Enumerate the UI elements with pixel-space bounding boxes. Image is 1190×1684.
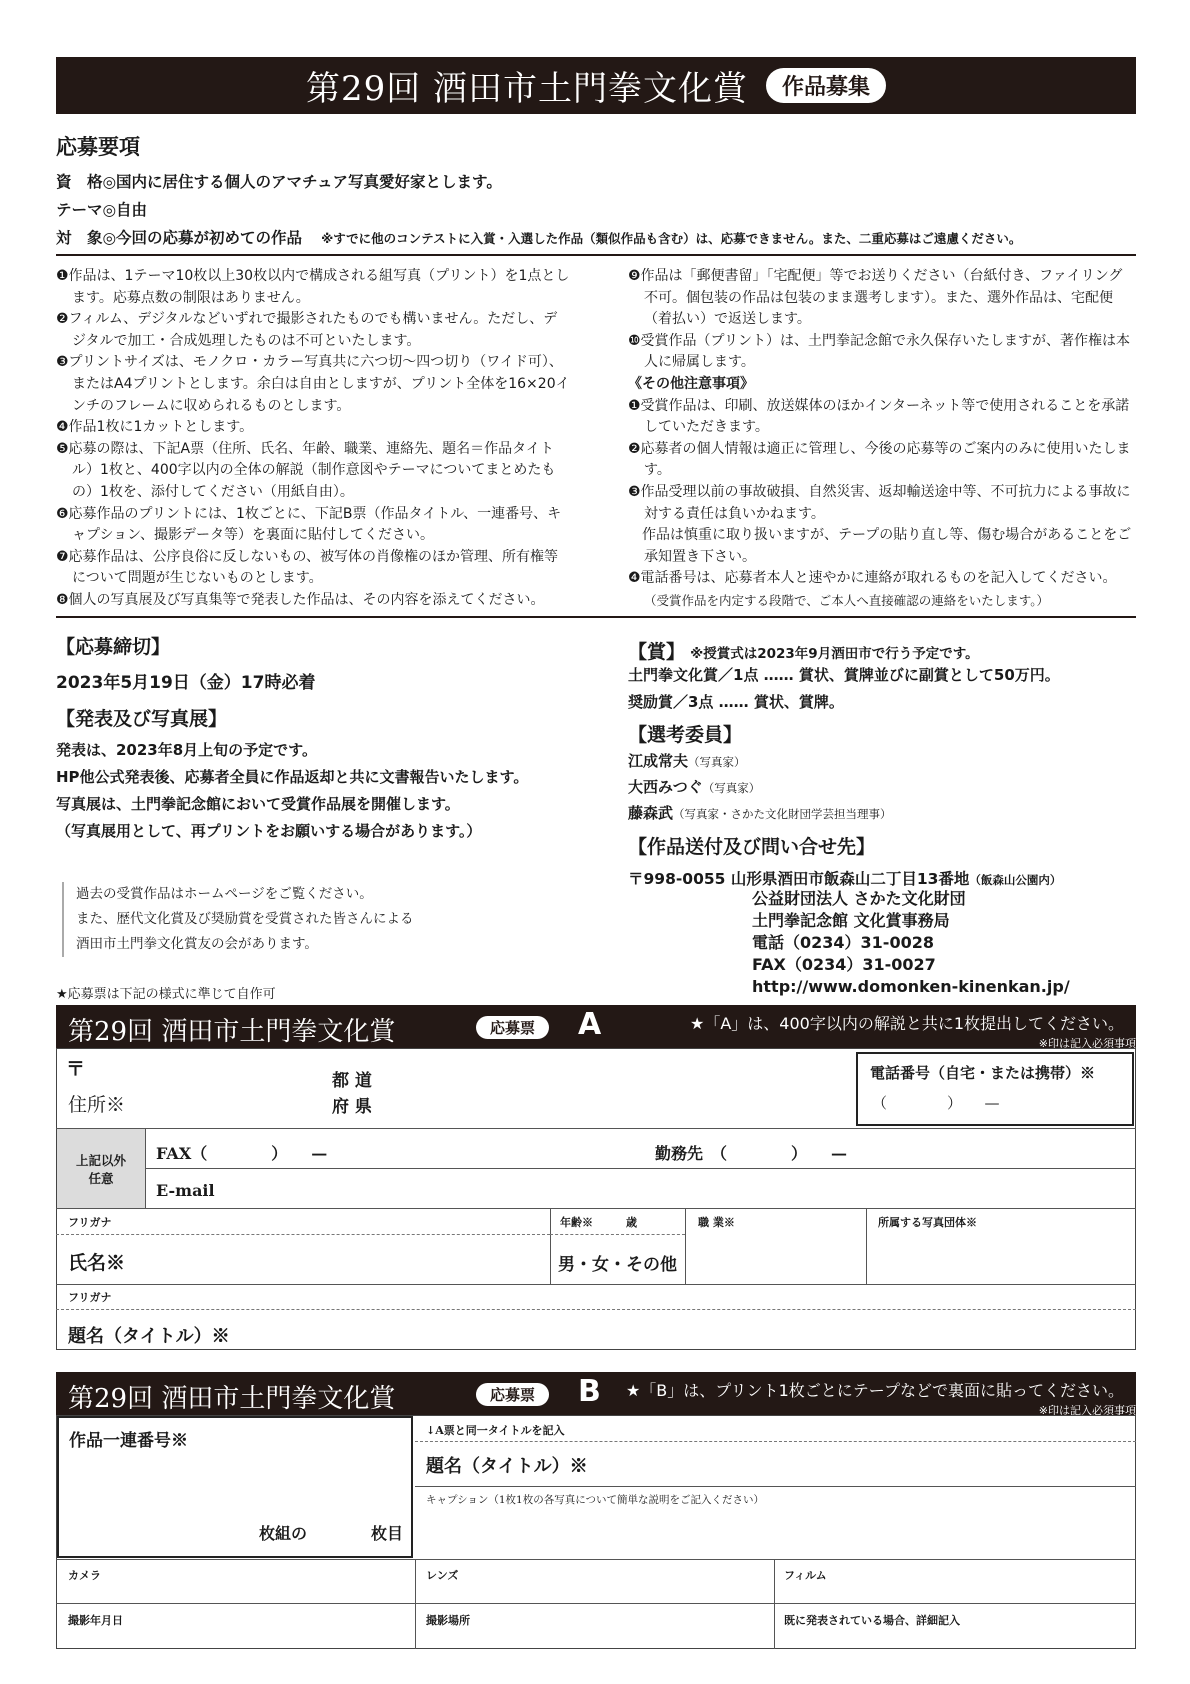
announce-line: 発表は、2023年8月上旬の予定です。: [56, 741, 317, 759]
serial-box[interactable]: [57, 1416, 413, 1558]
address-label: 住所※: [68, 1094, 126, 1116]
divider: [56, 254, 1136, 256]
contact-heading: 【作品送付及び問い合せ先】: [628, 836, 876, 858]
qualification: 資 格◎国内に居住する個人のアマチュア写真愛好家とします。: [56, 173, 502, 191]
form-a-header: [56, 1005, 1136, 1048]
form-b-title: 第29回 酒田市土門拳文化賞: [68, 1384, 396, 1414]
announce-line: （写真展用として、再プリントをお願いする場合があります。）: [56, 822, 482, 840]
prize-line: 土門拳文化賞／1点 …… 賞状、賞牌並びに副賞として50万円。: [628, 666, 1060, 684]
dashed-line: [56, 1234, 550, 1235]
optional-line: 任意: [88, 1170, 114, 1186]
divider: [56, 1559, 1136, 1560]
contact-url[interactable]: http://www.domonken-kinenkan.jp/: [752, 977, 1070, 996]
divider: [56, 1284, 1136, 1285]
other-notes-heading: 《その他注意事項》: [628, 375, 754, 392]
contact-address: 山形県酒田市飯森山二丁目13番地: [730, 870, 970, 888]
deadline-heading: 【応募締切】: [56, 636, 171, 658]
other-notes-tail: （受賞作品を内定する段階で、ご本人へ直接確認の連絡をいたします。）: [644, 592, 1050, 608]
judge-item: [628, 801, 892, 827]
optional-line: 上記以外: [75, 1152, 126, 1168]
film-field[interactable]: フィルム: [784, 1569, 827, 1582]
announce-line: 写真展は、土門拳記念館において受賞作品展を開催します。: [56, 795, 460, 813]
prefecture-line: 府 県: [332, 1097, 372, 1117]
group-field[interactable]: 所属する写真団体※: [878, 1216, 977, 1229]
furigana-label: フリガナ: [68, 1291, 112, 1304]
prize-heading: 【賞】: [628, 641, 686, 663]
past-line: 酒田市土門拳文化賞友の会があります。: [76, 936, 318, 952]
divider: [56, 1603, 1136, 1604]
target: 対 象◎今回の応募が初めての作品: [56, 229, 303, 247]
contact-line: 電話（0234）31-0028: [752, 933, 934, 952]
furigana-label: フリガナ: [68, 1216, 112, 1229]
caption-field[interactable]: キャプション（1枚1枚の各写真について簡単な説明をご記入ください）: [426, 1494, 765, 1506]
header-banner: [56, 57, 1136, 114]
form-a-badge: 応募票: [476, 1016, 549, 1039]
contact-line: FAX（0234）31-0027: [752, 955, 936, 974]
form-a-instruction: ★「A」は、400字以内の解説と共に1枚提出してください。: [689, 1014, 1124, 1033]
divider: [415, 1486, 1136, 1487]
announce-heading: 【発表及び写真展】: [56, 708, 228, 730]
theme: テーマ◎自由: [56, 201, 148, 219]
list-item: ❶作品は、1テーマ10枚以上30枚以内で構成される組写真（プリント）を1点とします。応募点数の制限はありません。: [56, 268, 570, 306]
b-title-field[interactable]: 題名（タイトル）※: [426, 1456, 588, 1477]
divider: [415, 1559, 416, 1649]
target-row: [56, 226, 1021, 248]
list-item: ❸プリントサイズは、モノクロ・カラー写真共に六つ切〜四つ切り（ワイド可）、またはA4プリントとします。余白は自由としますが、プリント全体を16×20インチのフレームに収められるものとします。: [56, 354, 570, 414]
title-field[interactable]: 題名（タイトル）※: [68, 1326, 230, 1347]
judge-role: （写真家）: [688, 755, 746, 769]
phone-format: （ ） —: [872, 1094, 1000, 1112]
judges-heading: 【選考委員】: [628, 724, 743, 746]
serial-label: 作品一連番号※: [69, 1431, 188, 1451]
prize-note: ※授賞式は2023年9月酒田市で行う予定です。: [690, 646, 979, 662]
contact-postal: 〒998-0055: [628, 870, 726, 888]
form-b-letter: B: [578, 1374, 601, 1409]
header-badge: 作品募集: [766, 68, 886, 103]
sex-field[interactable]: 男・女・その他: [558, 1255, 677, 1275]
prize-line: 奨励賞／3点 …… 賞状、賞牌。: [628, 693, 844, 711]
list-item: ❺応募の際は、下記A票（住所、氏名、年齢、職業、連絡先、題名＝作品タイトル）1枚と、400字以内の全体の解説（制作意図やテーマについてまとめたもの）1枚を、添付してください（用紙自由）。: [56, 440, 556, 500]
list-item: 作品は慎重に取り扱いますが、テープの貼り直し等、傷む場合があることをご承知置き下さい。: [628, 527, 1132, 565]
rules-list-right: [628, 266, 1136, 612]
contact-line: 公益財団法人 さかた文化財団: [752, 889, 966, 908]
deadline-value: 2023年5月19日（金）17時必着: [56, 673, 316, 693]
judge-role: （写真家）: [702, 781, 761, 795]
form-a-letter: A: [578, 1007, 602, 1042]
form-b-instruction: ★「B」は、プリント1枚ごとにテープなどで裏面に貼ってください。: [625, 1381, 1124, 1400]
requirements-heading: 応募要項: [56, 135, 140, 159]
judge-name: 江成常夫: [628, 752, 689, 770]
form-b-badge: 応募票: [476, 1383, 549, 1406]
form-b-required-note: ※印は記入必須事項: [1038, 1404, 1136, 1417]
phone-label: 電話番号（自宅・または携帯）※: [870, 1064, 1096, 1082]
form-a-required-note: ※印は記入必須事項: [1038, 1037, 1136, 1050]
job-field[interactable]: 職 業※: [698, 1216, 735, 1229]
divider: [866, 1208, 867, 1284]
dashed-line: [415, 1441, 1136, 1442]
prefecture-label: [332, 1068, 372, 1120]
list-item: ❸作品受理以前の事故破損、自然災害、返却輸送途中等、不可抗力による事故に対する責任は負いかねます。: [628, 483, 1131, 522]
judges-list: [628, 749, 892, 827]
prefecture-line: 都 道: [332, 1071, 372, 1091]
list-item: ❹電話番号は、応募者本人と速やかに連絡が取れるものを記入してください。: [628, 570, 1117, 587]
target-note: ※すでに他のコンテストに入賞・入選した作品（類似作品も含む）は、応募できません。また、二重応募はご遠慮ください。: [321, 231, 1022, 246]
divider: [56, 1128, 1136, 1129]
optional-label: [57, 1129, 145, 1208]
list-item: ❼応募作品は、公序良俗に反しないもの、被写体の肖像権のほか管理、所有権等について問題が生じないものとします。: [56, 548, 558, 587]
past-line: 過去の受賞作品はホームページをご覧ください。: [76, 886, 373, 902]
list-item: ❿受賞作品（プリント）は、土門拳記念館で永久保存いたしますが、著作権は本人に帰属します。: [628, 332, 1130, 371]
contact-address-note: （飯森山公園内）: [969, 873, 1062, 887]
date-field[interactable]: 撮影年月日: [68, 1614, 123, 1627]
contact-lines: [752, 888, 1070, 998]
age-field[interactable]: 年齢※ 歳: [560, 1216, 637, 1229]
past-winners-note: [62, 882, 414, 957]
judge-name: 藤森武: [628, 804, 674, 822]
header-title: 第29回 酒田市土門拳文化賞: [305, 69, 749, 109]
list-item: ❶受賞作品は、印刷、放送媒体のほかインターネット等で使用されることを承諾していただきます。: [628, 397, 1130, 436]
serial-count: 枚組の 枚目: [258, 1524, 403, 1543]
announce-body: [56, 737, 616, 845]
divider: [145, 1168, 1136, 1169]
divider: [550, 1208, 551, 1284]
contact-address-row: [628, 867, 1061, 889]
announce-line: HP他公式発表後、応募者全員に作品返却と共に文書報告いたします。: [56, 768, 529, 786]
divider: [774, 1559, 775, 1649]
lens-field[interactable]: レンズ: [426, 1569, 459, 1582]
list-item: ❻応募作品のプリントには、1枚ごとに、下記B票（作品タイトル、一連番号、キャプション、撮影データ等）を裏面に貼付してください。: [56, 505, 562, 544]
judge-name: 大西みつぐ: [628, 778, 703, 796]
phone-field[interactable]: [856, 1052, 1134, 1126]
dashed-line: [56, 1309, 1136, 1310]
email-field[interactable]: E-mail: [156, 1181, 215, 1200]
list-item: ❷フィルム、デジタルなどいずれで撮影されたものでも構いません。ただし、デジタルで加工・合成処理したものは不可といたします。: [56, 311, 558, 349]
judge-item: [628, 775, 892, 801]
format-note: ★応募票は下記の様式に準じて自作可: [56, 987, 276, 1002]
list-item: ❹作品1枚に1カットとします。: [56, 419, 254, 436]
prize-list: [628, 662, 1060, 716]
fax-field[interactable]: FAX（ ） —: [156, 1144, 328, 1163]
camera-field[interactable]: カメラ: [68, 1569, 101, 1582]
divider: [56, 616, 1136, 618]
form-b-header: [56, 1372, 1136, 1415]
form-a-title: 第29回 酒田市土門拳文化賞: [68, 1017, 396, 1047]
judge-role: （写真家・さかた文化財団学芸担当理事）: [673, 807, 892, 821]
judge-item: [628, 749, 892, 775]
list-item: ❾作品は「郵便書留」「宅配便」等でお送りください（台紙付き、ファイリング不可。個包装の作品は包装のまま選考します）。また、選外作品は、宅配便（着払い）で返送します。: [628, 268, 1123, 328]
prize-heading-row: [628, 637, 979, 664]
place-field[interactable]: 撮影場所: [426, 1614, 470, 1627]
past-line: また、歴代文化賞及び奨励賞を受賞された皆さんによる: [76, 911, 414, 927]
postal-mark: 〒: [66, 1058, 86, 1080]
divider: [685, 1208, 686, 1284]
list-item: ❷応募者の個人情報は適正に管理し、今後の応募等のご案内のみに使用いたします。: [628, 440, 1131, 479]
contact-line: 土門拳記念館 文化賞事務局: [752, 911, 950, 930]
divider: [56, 1208, 1136, 1209]
work-field[interactable]: 勤務先 （ ） —: [655, 1144, 848, 1163]
rules-list-left: [56, 266, 571, 612]
dashed-line: [550, 1234, 685, 1235]
name-label[interactable]: 氏名※: [68, 1252, 126, 1274]
published-field[interactable]: 既に発表されている場合、詳細記入: [784, 1614, 960, 1627]
list-item: ❽個人の写真展及び写真集等で発表した作品は、その内容を添えてください。: [56, 591, 545, 608]
same-title-note: ↓A票と同一タイトルを記入: [426, 1424, 565, 1437]
